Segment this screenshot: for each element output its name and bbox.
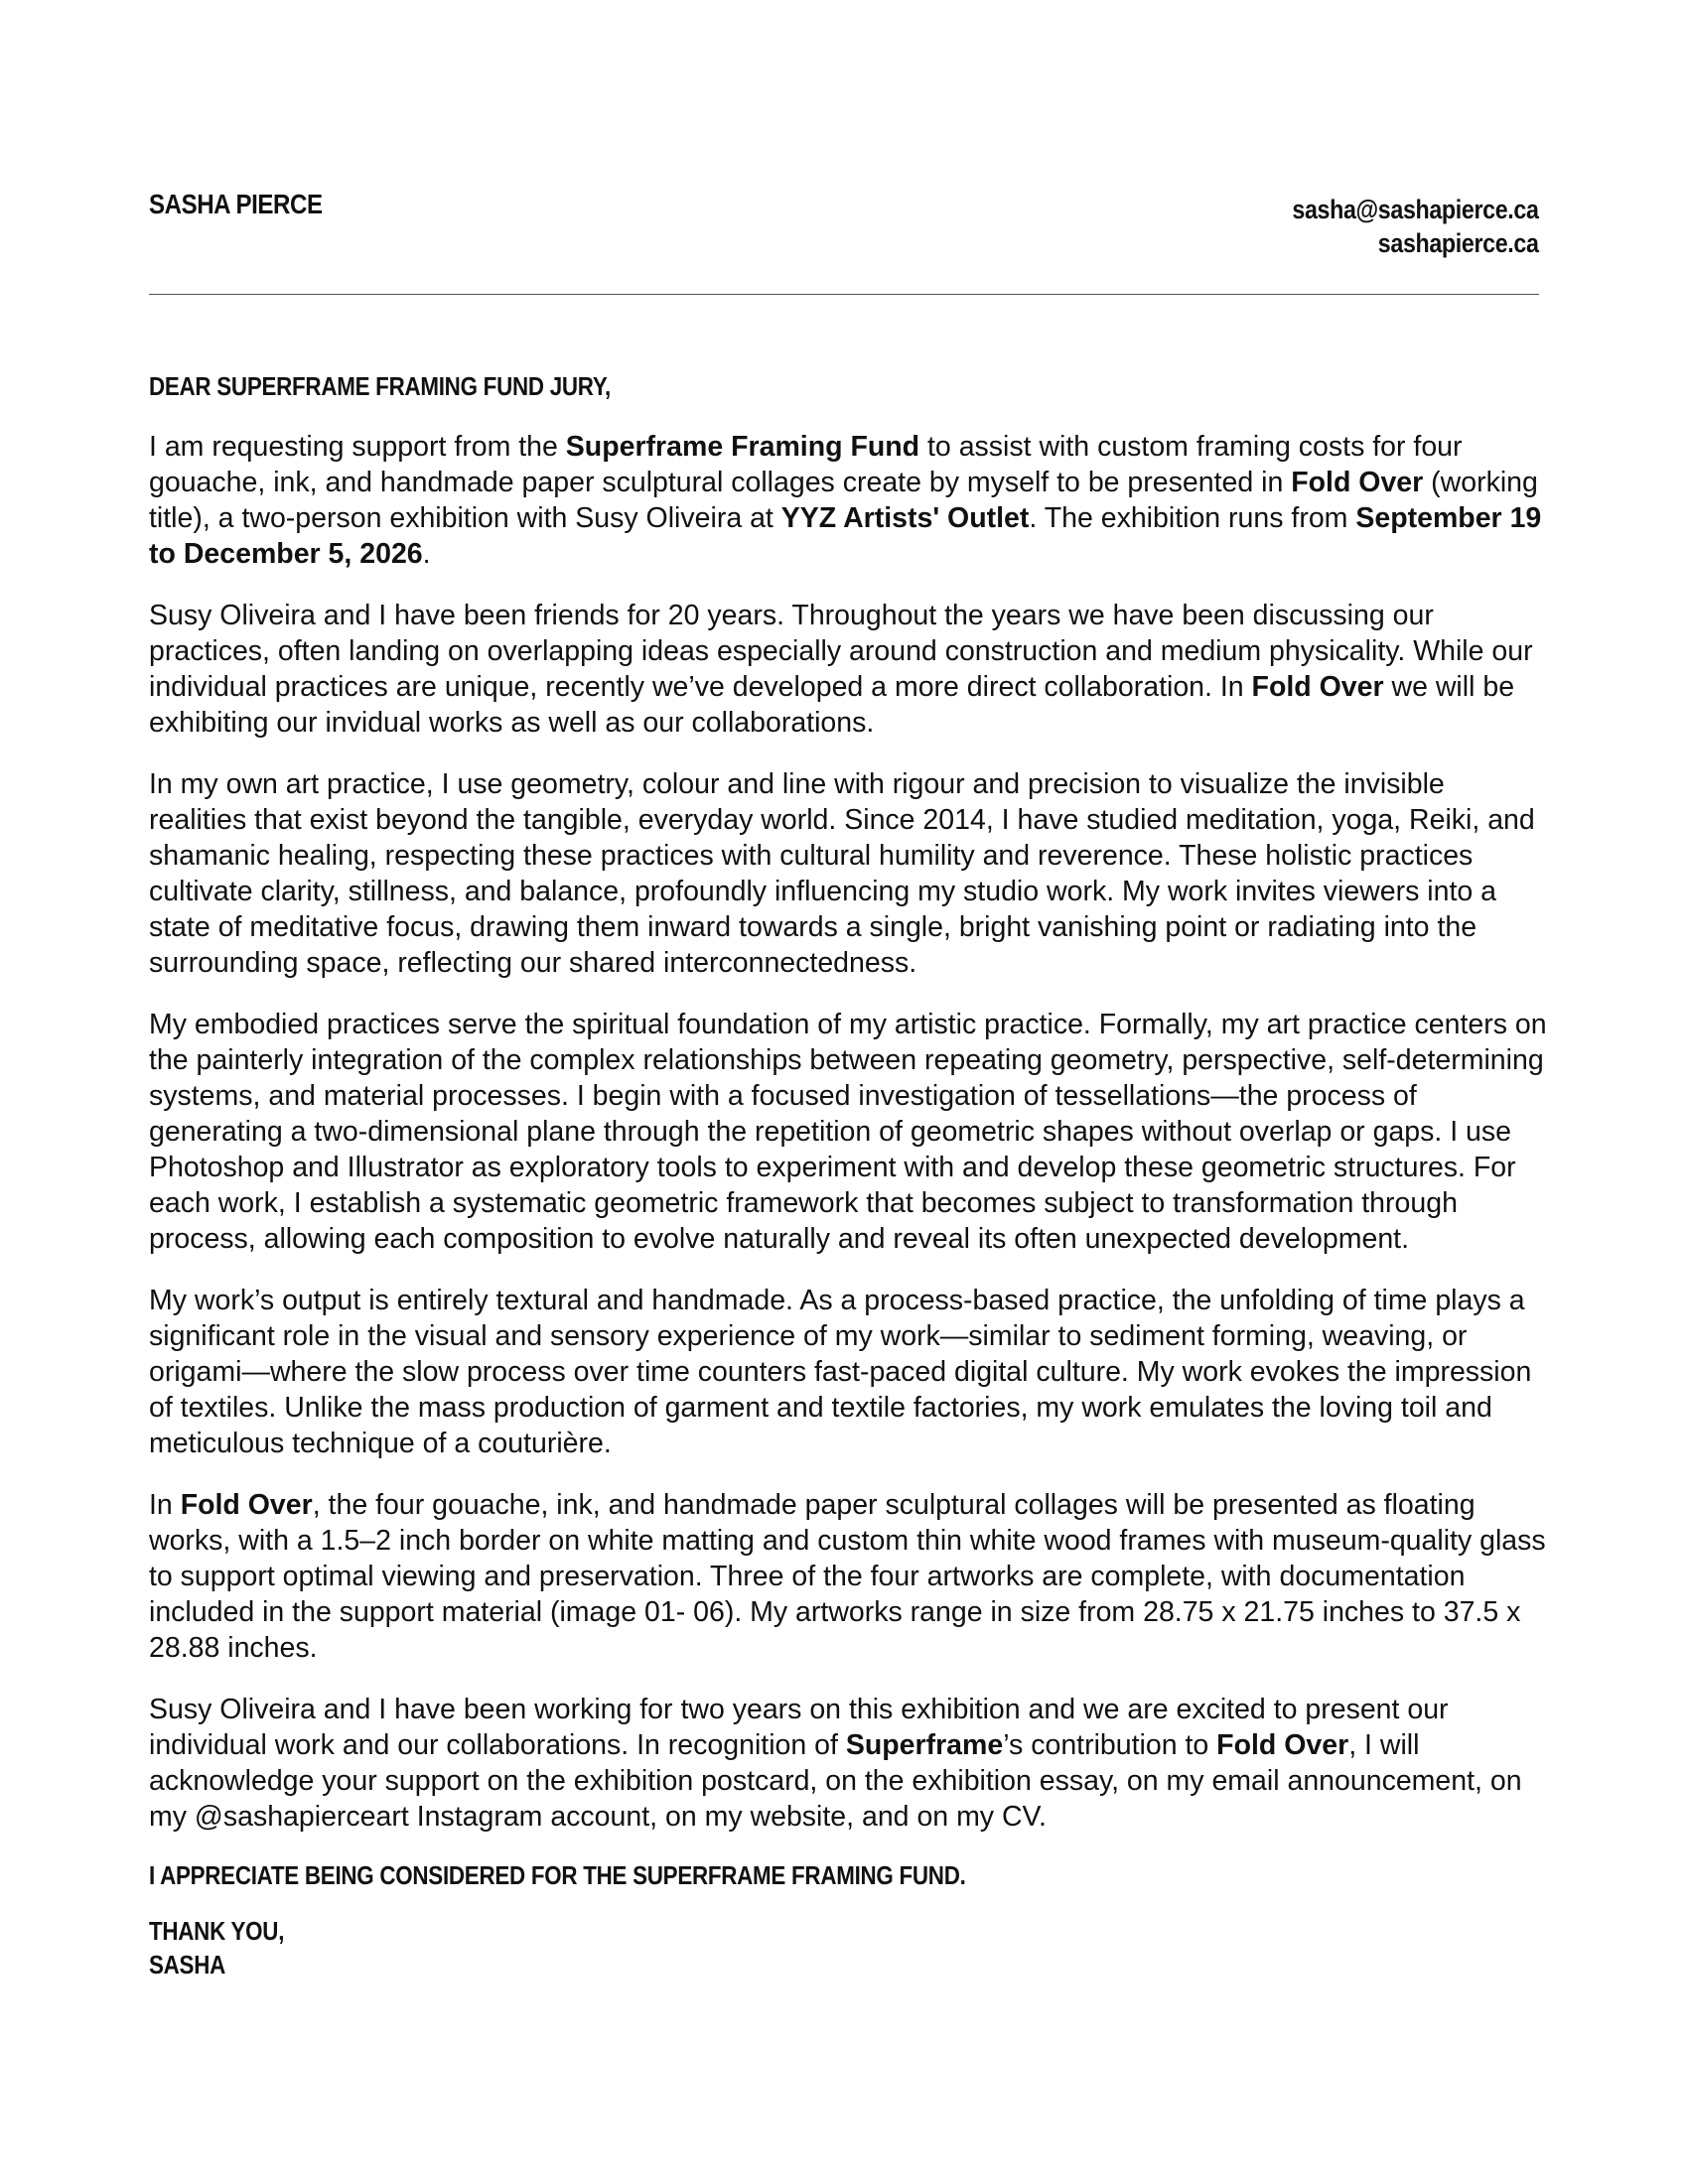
body-text: , I will acknowledge your support on the exhibition postcard, on the exhibition essay, on my email announcement, on my @sashapierceart Instagram account, on my website, and on my CV.: [149, 1729, 1522, 1833]
body-text: My work’s output is entirely textural and handmade. As a process-based practice, the unfolding of time plays a significant role in the visual and sensory experience of my work—similar to sediment forming, weaving, or origami—where the slow process over time counters fast-paced digital culture. My work evokes the impression of textiles. Unlike the mass production of garment and textile factories, my work emulates the loving toil and meticulous technique of a couturière.: [149, 1285, 1532, 1459]
emphasized-text: Fold Over: [180, 1489, 313, 1521]
signature-name: SASHA: [149, 1950, 225, 1979]
body-text: Susy Oliveira and I have been working for two years on this exhibition and we are excited to present our individual work and our collaborations. In recognition of: [149, 1694, 1449, 1761]
emphasized-text: Fold Over: [1216, 1729, 1349, 1761]
body-text: ’s contribution to: [1003, 1729, 1217, 1761]
body-text: In: [149, 1489, 181, 1521]
letter-body: [149, 369, 1549, 1981]
emphasized-text: September 19 to December 5, 2026: [149, 502, 1542, 570]
body-text: , the four gouache, ink, and handmade paper sculptural collages will be presented as floating works, with a 1.5–2 inch border on white matting and custom thin white wood frames with museum-quality glass to support optimal viewing and preservation. Three of the four artworks are complete, with documentation included in the support material (image 01- 06). My artworks range in size from 28.75 x 21.75 inches to 37.5 x 28.88 inches.: [149, 1489, 1546, 1664]
website-address: sashapierce.ca: [1378, 228, 1539, 258]
emphasized-text: Superframe Framing Fund: [565, 431, 920, 463]
paragraph-3: [149, 766, 1549, 981]
body-text: In my own art practice, I use geometry, colour and line with rigour and precision to visualize the invisible realities that exist beyond the tangible, everyday world. Since 2014, I have studied meditation, yoga, Reiki, and shamanic healing, respecting these practices with cultural humility and reverence. These holistic practices cultivate clarity, stillness, and balance, profoundly influencing my studio work. My work invites viewers into a state of meditative focus, drawing them inward towards a single, bright vanishing point or radiating into the surrounding space, reflecting our shared interconnectedness.: [149, 768, 1535, 979]
body-text: I am requesting support from the: [149, 431, 566, 463]
body-text: My embodied practices serve the spiritual foundation of my artistic practice. Formally, my art practice centers on the painterly integration of the complex relationships between repeating geometry, perspective, self-determining systems, and material processes. I begin with a focused investigation of tessellations—the process of generating a two-dimensional plane through the repetition of geometric shapes without overlap or gaps. I use Photoshop and Illustrator as exploratory tools to experiment with and develop these geometric structures. For each work, I establish a systematic geometric framework that becomes subject to transformation through process, allowing each composition to evolve naturally and reveal its often unexpected development.: [149, 1009, 1547, 1255]
emphasized-text: Fold Over: [1291, 467, 1424, 498]
body-text: (working title), a two-person exhibition with Susy Oliveira at: [149, 467, 1538, 534]
body-text: . The exhibition runs from: [1029, 502, 1356, 534]
emphasized-text: YYZ Artists' Outlet: [780, 502, 1030, 534]
body-text: we will be exhibiting our invidual works as well as our collaborations.: [149, 671, 1515, 739]
salutation: DEAR SUPERFRAME FRAMING FUND JURY,: [149, 371, 611, 401]
paragraph-4: [149, 1007, 1549, 1257]
body-text: Susy Oliveira and I have been friends for 20 years. Throughout the years we have been discussing our practices, often landing on overlapping ideas especially around construction and medium physicality. While our individual practices are unique, recently we’ve developed a more direct collaboration. In: [149, 600, 1533, 703]
letterhead: [149, 189, 1539, 258]
paragraph-5: [149, 1283, 1549, 1461]
body-text: to assist with custom framing costs for four gouache, ink, and handmade paper sculptural collages create by myself to be presented in: [149, 431, 1463, 498]
paragraph-1: [149, 429, 1549, 572]
emphasized-text: Superframe: [845, 1729, 1004, 1761]
appreciation-line: I APPRECIATE BEING CONSIDERED FOR THE SUPERFRAME FRAMING FUND.: [149, 1860, 966, 1890]
paragraph-2: [149, 598, 1549, 741]
paragraph-7: [149, 1692, 1549, 1835]
paragraph-6: [149, 1487, 1549, 1666]
body-text: .: [422, 538, 431, 570]
header-divider: [149, 294, 1539, 295]
email-address: sasha@sashapierce.ca: [1292, 195, 1539, 224]
sender-name: SASHA PIERCE: [149, 189, 323, 219]
contact-block: [1252, 193, 1539, 260]
emphasized-text: Fold Over: [1251, 671, 1384, 703]
thank-you-line: THANK YOU,: [149, 1916, 285, 1946]
